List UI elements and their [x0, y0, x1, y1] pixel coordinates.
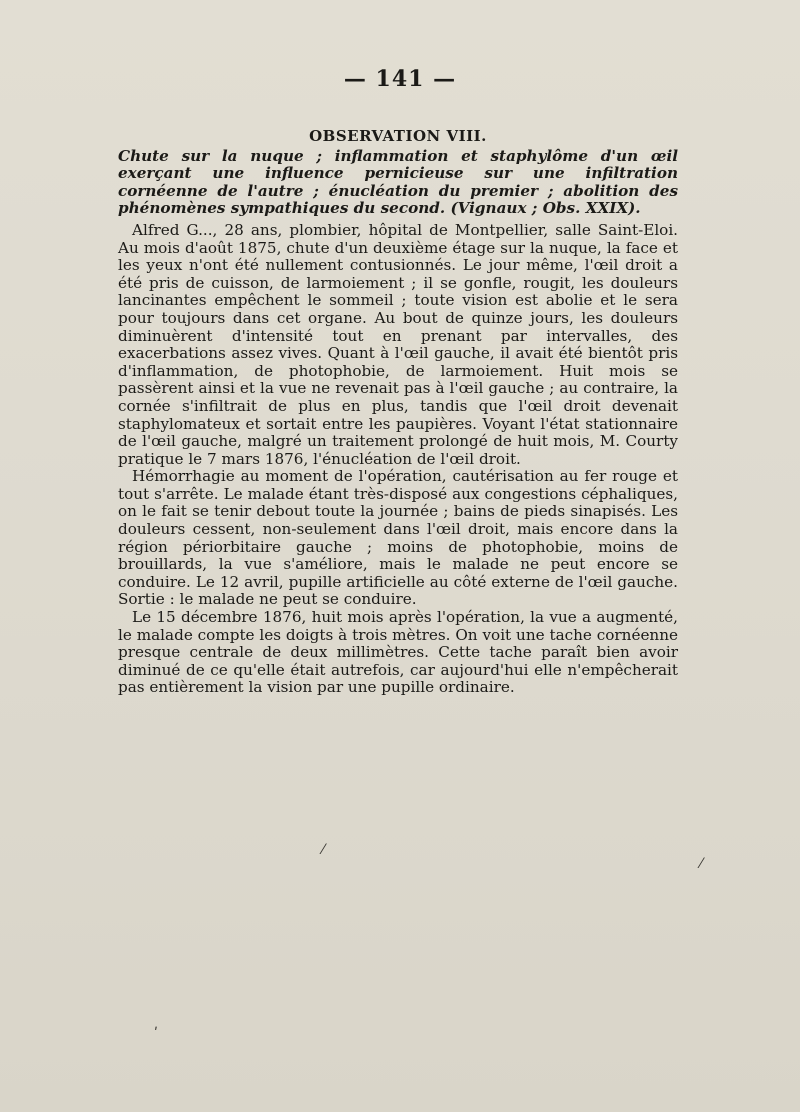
- stray-mark: ⁄: [700, 856, 703, 872]
- paragraph-outcome: Le 15 décembre 1876, huit mois après l'opération, la vue a augmenté, le malade compte les doigts à trois mètres. On voit une tache cornéenne presque centrale de deux millimètres. Cette tache paraît bien avoir diminué de ce qu'elle était autrefois, car aujourd'hui elle n'empêcherait pas entièrement la vision par une pupille ordinaire.: [118, 608, 678, 697]
- stray-mark: ʹ: [154, 1026, 158, 1042]
- page-number: — 141 —: [343, 66, 457, 92]
- section-heading: OBSERVATION VIII.: [309, 127, 487, 145]
- observation-subtitle: Chute sur la nuque ; inflammation et staphylôme d'un œil exerçant une influence pernicieuse sur une infiltration cornéenne de l'autre ; énucléation du premier ; abolition des phénomènes sympathiques du second. (Vignaux ; Obs. XXIX).: [118, 146, 678, 218]
- paragraph-post-operation: Hémorrhagie au moment de l'opération, cautérisation au fer rouge et tout s'arrête. Le malade étant très-disposé aux congestions céphaliques, on le fait se tenir debout toute la journée ; bains de pieds sinapisés. Les douleurs cessent, non-seulement dans l'œil droit, mais encore dans la région périorbitaire gauche ; moins de photophobie, moins de brouillards, la vue s'améliore, mais le malade ne peut encore se conduire. Le 12 avril, pupille artificielle au côté externe de l'œil gauche. Sortie : le malade ne peut se conduire.: [118, 467, 678, 609]
- stray-mark: ⁄: [322, 842, 325, 858]
- page-body: [118, 128, 678, 697]
- paragraph-case-history: Alfred G..., 28 ans, plombier, hôpital de Montpellier, salle Saint-Eloi. Au mois d'août 1875, chute d'un deuxième étage sur la nuque, la face et les yeux n'ont été nullement contusionnés. Le jour même, l'œil droit a été pris de cuisson, de larmoiement ; il se gonfle, rougit, les douleurs lancinantes empêchent le sommeil ; toute vision est abolie et le sera pour toujours dans cet organe. Au bout de quinze jours, les douleurs diminuèrent d'intensité tout en prenant par intervalles, des exacerbations assez vives. Quant à l'œil gauche, il avait été bientôt pris d'inflammation, de photophobie, de larmoiement. Huit mois se passèrent ainsi et la vue ne revenait pas à l'œil gauche ; au contraire, la cornée s'infiltrait de plus en plus, tandis que l'œil droit devenait staphylomateux et sortait entre les paupières. Voyant l'état stationnaire de l'œil gauche, malgré un traitement prolongé de huit mois, M. Courty pratique le 7 mars 1876, l'énucléation de l'œil droit.: [118, 220, 678, 468]
